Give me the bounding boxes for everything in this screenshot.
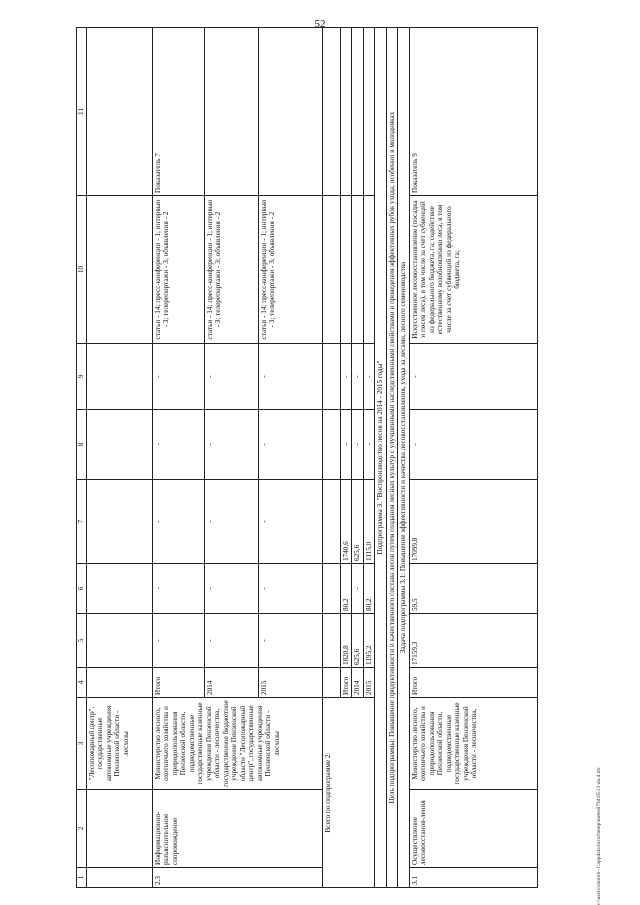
program-table: [76, 27, 538, 888]
row-2-3-2015: 2015 - - - - - статьи - 14; пресс-конференции - 1; интервью - 3; телерепортажи - 3; объявления - 2: [259, 28, 323, 888]
continuation-row: [87, 28, 153, 888]
subprogram-title-row: [375, 28, 386, 888]
row-2-3-total: 2.3 Информационно-разъяснительное сопровождение Министерство лесного, охотничьего хозяйства и природопользования Пензенской области, подведомственные государственные казенные учреждения Пензенской области - лесничества, государственное бюджетное учреждение Пензенской области "Лесопожарный центр", государственные автономные учреждения Пензенской области - лесхозы Итого - - - - - статьи - 14; пресс-конференции - 1; интервью - 3; телерепортажи - 3; объявления - 2 Показатель 7: [153, 28, 205, 888]
subprogram-title: Подпрограмма 3. "Воспроизводство лесов на 2014 - 2015 годы": [375, 28, 386, 888]
row-3-1: 3.1 Осуществление лесовосстанов-ления Министерство лесного, охотничьего хозяйства и природопользования Пензенской области, подведомственные государственные казенные учреждения Пензенской области - лесничества, Итого 17159,3 59,5 17099,8 - - Искусственное лесовосстановление (посадка и посев леса), в том числе за счет субвенций из федерального бюджета, га; содействие естественному возобновлению леса, в том числе за счет субвенций из федерального бюджета, га; Показатель 9: [409, 28, 537, 888]
executor-cell: "Лесопожарный центр", государственные автономные учреждения Пензенской области - лесхозы: [87, 698, 153, 790]
subprogram-task: Задача подпрограммы 3.1: Повышение эффективности и качества лесовосстановления, ухода за лесами, лесного семеноводства: [398, 28, 409, 888]
total-sub2-label: Всего по подпрограмме 2:: [323, 698, 375, 888]
subprogram-goal: Цель подпрограммы: Повышение продуктивности и качественного состава лесов путем создания лесных культур с улучшенными наследственными свойствами и проведения эффективных рубок ухода, особенно в молодняках: [386, 28, 397, 888]
total-sub2-empty-row: [323, 28, 341, 888]
document-sheet: [76, 28, 588, 888]
goal-row: [386, 28, 397, 888]
row-2-3-2014: 2014 - - - - - статьи - 14; пресс-конференции - 1; интервью - 3; телерепортажи - 3; объявления - 2: [205, 28, 259, 888]
page-number: 52: [314, 18, 326, 30]
file-path-footer: c:\users\sborob~1\appdata\local\temp\notes8794\0513-zn.d.rtx: [596, 767, 602, 905]
total-sub2-row: Итого 1820,8 80,2 1740,6 - -: [341, 28, 352, 888]
task-row: [398, 28, 409, 888]
total-sub2-row: 2015 1195,2 80,2 1115,0 - -: [363, 28, 374, 888]
header-numbers-row: 1 2 3 4 5 6 7 8 9 10 11: [77, 28, 87, 888]
total-sub2-row: 2014 625,6 - 625,6 - -: [352, 28, 363, 888]
